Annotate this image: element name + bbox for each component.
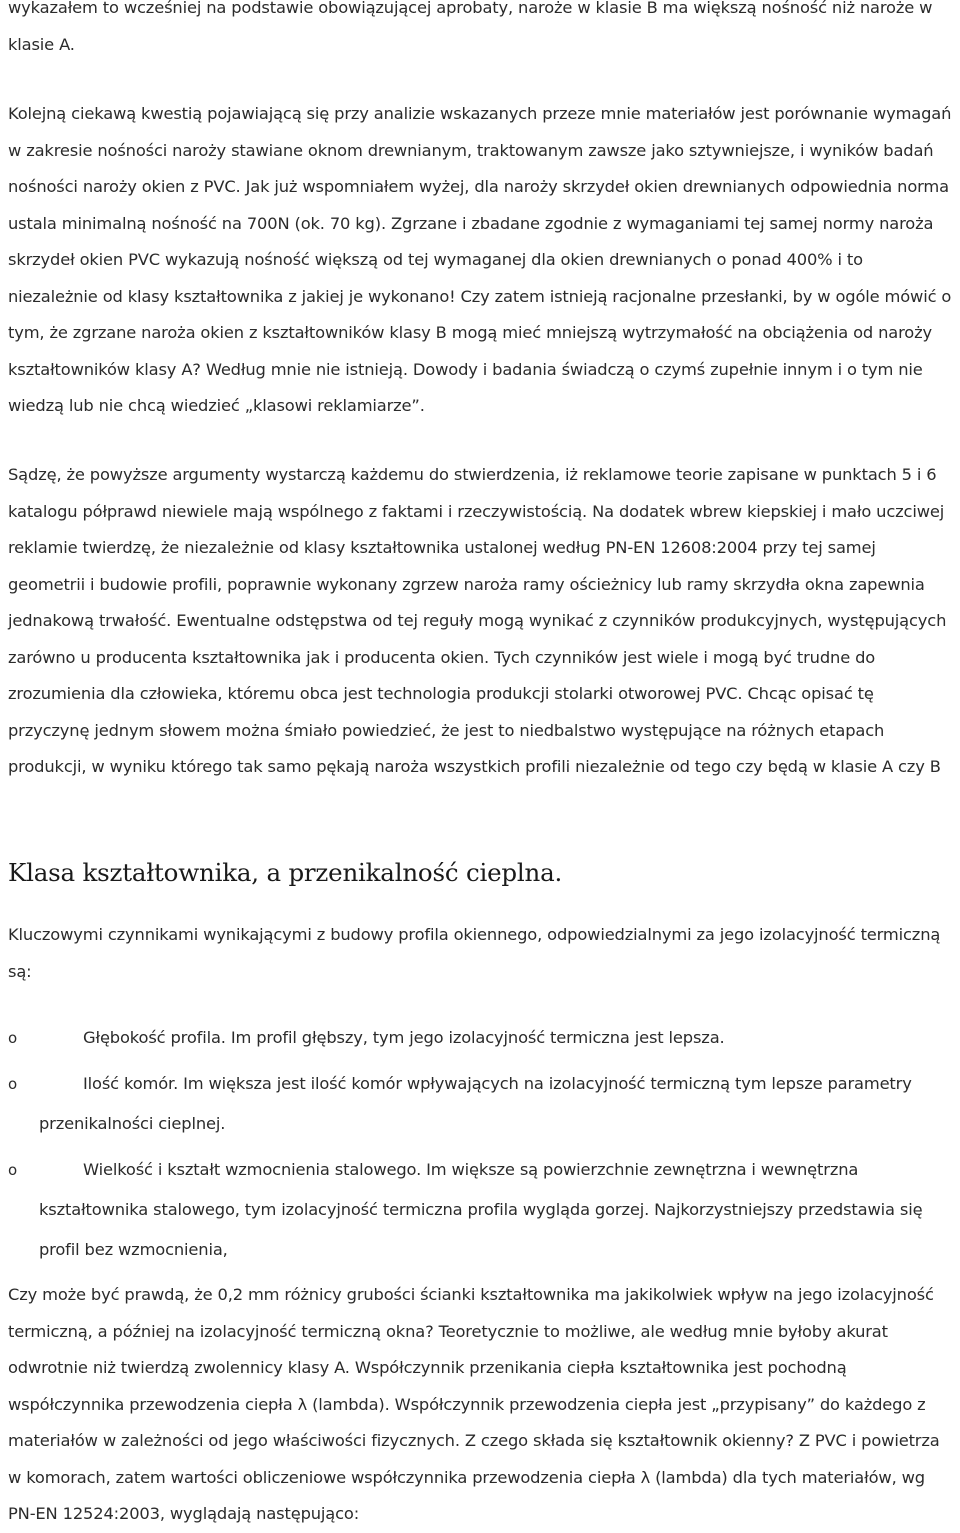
list-item-text: Wielkość i kształt wzmocnienia stalowego. Im większe są powierzchnie zewnętrzna i wewnętrzna kształtownika stalowego, tym izolacyjność termiczna profila wygląda gorzej. Najkorzystniejszy przedstawia się profil bez wzmocnienia, <box>39 1160 923 1259</box>
list-item-text: Głębokość profila. Im profil głębszy, tym jego izolacyjność termiczna jest lepsza. <box>83 1028 725 1047</box>
paragraph-intro: wykazałem to wcześniej na podstawie obowiązującej aprobaty, naroże w klasie B ma większą nośność niż naroże w klasie A. <box>8 0 933 54</box>
list-item <box>8 1018 954 1058</box>
paragraph-conclusion: Sądzę, że powyższe argumenty wystarczą każdemu do stwierdzenia, iż reklamowe teorie zapisane w punktach 5 i 6 katalogu półprawd niewiele mają wspólnego z faktami i rzeczywistością. Na dodatek wbrew kiepskiej i mało uczciwej reklamie twierdzę, że niezależnie od klasy kształtownika ustalonej według PN-EN 12608:2004 przy tej samej geometrii i budowie profili, poprawnie wykonany zgrzew naroża ramy ościeżnicy lub ramy skrzydła okna zapewnia jednakową trwałość. Ewentualne odstępstwa od tej reguły mogą wynikać z czynników produkcyjnych, występujących zarówno u producenta kształtownika jak i producenta okien. Tych czynników jest wiele i mogą być trudne do zrozumienia dla człowieka, któremu obca jest technologia produkcji stolarki otworowej PVC. Chcąc opisać tę przyczynę jednym słowem można śmiało powiedzieć, że jest to niedbalstwo występujące na różnych etapach produkcji, w wyniku którego tak samo pękają naroża wszystkich profili niezależnie od tego czy będą w klasie A czy B <box>8 465 947 776</box>
paragraph-wall-thickness: Czy może być prawdą, że 0,2 mm różnicy grubości ścianki kształtownika ma jakikolwiek wpływ na jego izolacyjność termiczną, a później na izolacyjność termiczną okna? Teoretycznie to możliwe, ale według mnie byłoby akurat odwrotnie niż twierdzą zwolennicy klasy A. Współczynnik przenikania ciepła kształtownika jest pochodną współczynnika przewodzenia ciepła λ (lambda). Współczynnik przewodzenia ciepła jest „przypisany” do każdego z materiałów w zależności od jego właściwości fizycznych. Z czego składa się kształtownik okienny? Z PVC i powietrza w komorach, zatem wartości obliczeniowe współczynnika przewodzenia ciepła λ (lambda) dla tych materiałów, wg PN-EN 12524:2003, wyglądają następująco: <box>8 1285 940 1523</box>
paragraph-key-factors: Kluczowymi czynnikami wynikającymi z budowy profila okiennego, odpowiedzialnymi za jego izolacyjność termiczną są: <box>8 925 941 981</box>
list-item-text: Ilość komór. Im większa jest ilość komór wpływających na izolacyjność termiczną tym lepsze parametry przenikalności cieplnej. <box>39 1074 912 1133</box>
paragraph-comparison: Kolejną ciekawą kwestią pojawiającą się przy analizie wskazanych przeze mnie materiałów jest porównanie wymagań w zakresie nośności naroży stawiane oknom drewnianym, traktowanym zawsze jako sztywniejsze, i wyników badań nośności naroży okien z PVC. Jak już wspomniałem wyżej, dla naroży skrzydeł okien drewnianych odpowiednia norma ustala minimalną nośność na 700N (ok. 70 kg). Zgrzane i zbadane zgodnie z wymaganiami tej samej normy naroża skrzydeł okien PVC wykazują nośność większą od tej wymaganej dla okien drewnianych o ponad 400% i to niezależnie od klasy kształtownika z jakiej je wykonano! Czy zatem istnieją racjonalne przesłanki, by w ogóle mówić o tym, że zgrzane naroża okien z kształtowników klasy B mogą mieć mniejszą wytrzymałość na obciążenia od naroży kształtowników klasy A? Według mnie nie istnieją. Dowody i badania świadczą o czymś zupełnie innym i o tym nie wiedzą lub nie chcą wiedzieć „klasowi reklamiarze”. <box>8 104 952 415</box>
list-item <box>8 1150 954 1270</box>
bullet-icon: o <box>8 1075 18 1093</box>
bullet-icon: o <box>8 1161 18 1179</box>
section-heading: Klasa kształtownika, a przenikalność cieplna. <box>8 858 563 887</box>
list-item <box>8 1064 954 1144</box>
bullet-icon: o <box>8 1029 18 1047</box>
